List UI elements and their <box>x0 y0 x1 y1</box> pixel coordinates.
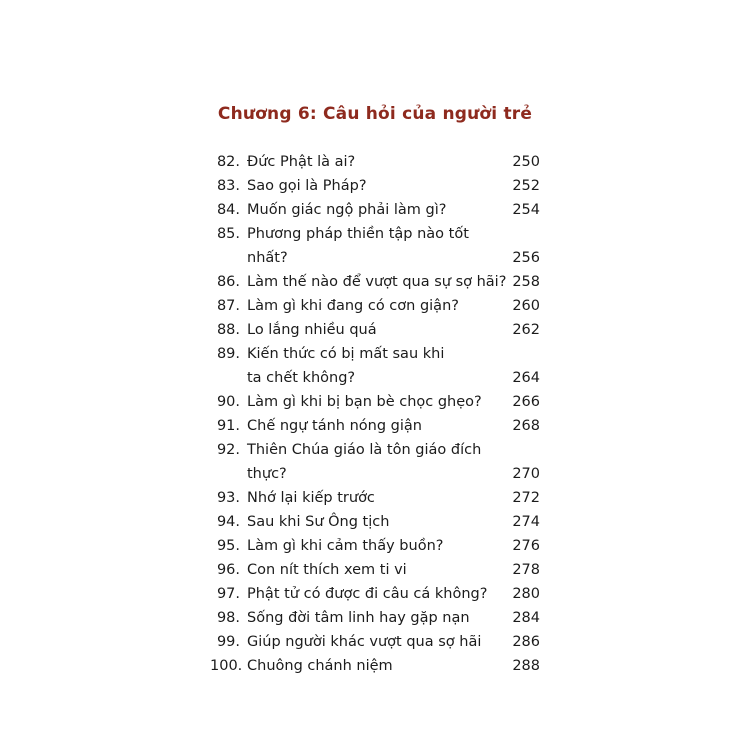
toc-row <box>210 150 540 174</box>
toc-row <box>210 630 540 654</box>
toc-entry-page: 252 <box>512 178 540 194</box>
toc-entry-title: Chuông chánh niệm <box>247 658 393 674</box>
toc-entry-page: 280 <box>512 586 540 602</box>
toc-entry-number: 87. <box>216 298 240 314</box>
toc-row <box>210 174 540 198</box>
toc-row <box>210 198 540 222</box>
toc-entry-title: Đức Phật là ai? <box>247 154 356 170</box>
toc-row <box>210 486 540 510</box>
toc-entry-page: 288 <box>512 658 540 674</box>
toc-entry-title: Muốn giác ngộ phải làm gì? <box>247 202 447 218</box>
toc-entry-number: 97. <box>216 586 240 602</box>
toc-entry-page: 260 <box>512 298 540 314</box>
toc-entry-title: Sau khi Sư Ông tịch <box>247 514 390 530</box>
toc-entry-title: Sống đời tâm linh hay gặp nạn <box>247 610 470 626</box>
toc-row <box>210 606 540 630</box>
toc-row <box>210 438 540 486</box>
toc-entry-number: 82. <box>216 154 240 170</box>
toc-entry-page: 274 <box>512 514 540 530</box>
toc-entry-title: Chế ngự tánh nóng giận <box>247 418 422 434</box>
toc-entry-title: Nhớ lại kiếp trước <box>247 490 375 506</box>
toc-entry-number: 90. <box>216 394 240 410</box>
toc-row <box>210 510 540 534</box>
toc-entry-title: Con nít thích xem ti vi <box>247 562 407 578</box>
toc-row <box>210 342 540 390</box>
toc-entry-page: 266 <box>512 394 540 410</box>
toc-row <box>210 318 540 342</box>
toc-content <box>210 104 540 678</box>
toc-entry-page: 258 <box>512 274 540 290</box>
toc-row <box>210 654 540 678</box>
toc-entry-number: 100. <box>210 658 243 674</box>
toc-entry-number: 93. <box>216 490 240 506</box>
toc-row <box>210 582 540 606</box>
toc-entry-page: 254 <box>512 202 540 218</box>
toc-row <box>210 558 540 582</box>
toc-entry-title: Làm thế nào để vượt qua sự sợ hãi? <box>247 274 507 290</box>
toc-entry-title: Giúp người khác vượt qua sợ hãi <box>247 634 482 650</box>
toc-entry-page: 278 <box>512 562 540 578</box>
toc-entry-title: Kiến thức có bị mất sau khi ta chết không? <box>247 346 445 386</box>
toc-entry-title: Làm gì khi bị bạn bè chọc ghẹo? <box>247 394 482 410</box>
toc-entry-title: Thiên Chúa giáo là tôn giáo đích thực? <box>247 442 482 482</box>
chapter-title: Chương 6: Câu hỏi của người trẻ <box>217 104 533 124</box>
toc-entry-page: 250 <box>512 154 540 170</box>
toc-entry-number: 91. <box>216 418 240 434</box>
toc-entry-number: 84. <box>216 202 240 218</box>
toc-entry-title: Làm gì khi đang có cơn giận? <box>247 298 459 314</box>
toc-entry-number: 98. <box>216 610 240 626</box>
toc-row <box>210 270 540 294</box>
toc-entry-title: Lo lắng nhiều quá <box>247 322 377 338</box>
toc-row <box>210 414 540 438</box>
toc-row <box>210 294 540 318</box>
toc-entry-number: 83. <box>216 178 240 194</box>
toc-entry-number: 95. <box>216 538 240 554</box>
toc-entry-title: Làm gì khi cảm thấy buồn? <box>247 538 444 554</box>
toc-entry-page: 264 <box>512 370 540 386</box>
toc-entry-title: Sao gọi là Pháp? <box>247 178 367 194</box>
toc-entry-number: 96. <box>216 562 240 578</box>
toc-entry-number: 89. <box>216 346 240 362</box>
toc-entry-number: 92. <box>216 442 240 458</box>
toc-row <box>210 222 540 270</box>
toc-entry-page: 276 <box>512 538 540 554</box>
toc-entry-number: 99. <box>216 634 240 650</box>
toc-entry-title: Phật tử có được đi câu cá không? <box>247 586 488 602</box>
toc-entry-page: 256 <box>512 250 540 266</box>
toc-entry-number: 94. <box>216 514 240 530</box>
toc-row <box>210 390 540 414</box>
toc-entry-number: 86. <box>216 274 240 290</box>
toc-entry-page: 268 <box>512 418 540 434</box>
toc-entry-number: 88. <box>216 322 240 338</box>
toc-row <box>210 534 540 558</box>
toc-entry-page: 272 <box>512 490 540 506</box>
toc-entry-page: 286 <box>512 634 540 650</box>
toc-list <box>210 150 540 678</box>
toc-entry-page: 284 <box>512 610 540 626</box>
toc-entry-page: 262 <box>512 322 540 338</box>
toc-entry-number: 85. <box>216 226 240 242</box>
toc-entry-page: 270 <box>512 466 540 482</box>
toc-entry-title: Phương pháp thiền tập nào tốt nhất? <box>247 226 469 266</box>
